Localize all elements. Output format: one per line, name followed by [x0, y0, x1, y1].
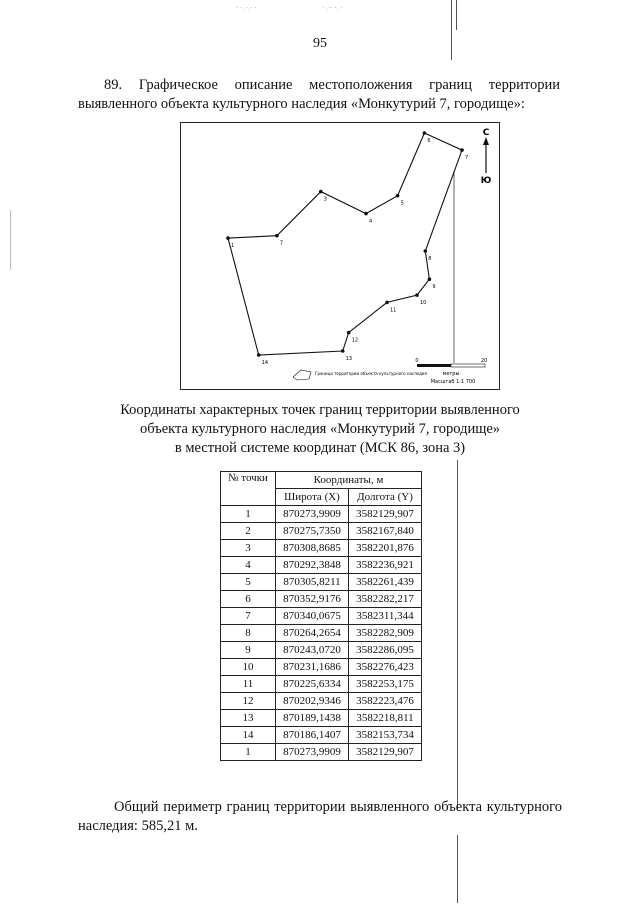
- point-number-cell: 3: [221, 540, 276, 557]
- boundary-point: [319, 190, 323, 194]
- point-number-cell: 4: [221, 557, 276, 574]
- longitude-cell: 3582167,840: [349, 523, 422, 540]
- longitude-cell: 3582223,476: [349, 693, 422, 710]
- point-number-cell: 10: [221, 659, 276, 676]
- boundary-point: [226, 236, 230, 240]
- boundary-point: [275, 234, 279, 238]
- boundary-point: [423, 131, 427, 135]
- section-heading: 89. Графическое описание местоположения границ территории выявленного объекта культурного наследия «Монкутурий 7, городище»:: [78, 77, 560, 112]
- boundary-point: [428, 277, 432, 281]
- longitude-cell: 3582201,876: [349, 540, 422, 557]
- table-row: [221, 557, 422, 574]
- table-row: [221, 659, 422, 676]
- table-row: [221, 710, 422, 727]
- table-row: [221, 540, 422, 557]
- boundary-point-label: 4: [369, 218, 373, 225]
- header-point-number: № точки: [221, 472, 276, 506]
- longitude-cell: 3582286,095: [349, 642, 422, 659]
- perimeter-text: Общий периметр границ территории выявленного объекта культурного наследия: 585,21 м.: [78, 799, 562, 834]
- point-number-cell: 12: [221, 693, 276, 710]
- latitude-cell: 870273,9909: [276, 744, 349, 761]
- table-row: [221, 676, 422, 693]
- scale-start-label: 0: [415, 358, 419, 364]
- boundary-point-label: 14: [261, 360, 269, 366]
- table-row: [221, 523, 422, 540]
- boundary-point-label: 9: [432, 284, 436, 291]
- table-row: [221, 591, 422, 608]
- scan-smudge: · .·· ·. ·: [322, 4, 343, 12]
- point-number-cell: 1: [221, 506, 276, 523]
- table-row: [221, 574, 422, 591]
- point-number-cell: 6: [221, 591, 276, 608]
- longitude-cell: 3582253,175: [349, 676, 422, 693]
- longitude-cell: 3582276,423: [349, 659, 422, 676]
- boundary-point-label: 12: [351, 337, 359, 344]
- longitude-cell: 3582261,439: [349, 574, 422, 591]
- boundary-polygon: [228, 133, 462, 355]
- point-number-cell: 1: [221, 744, 276, 761]
- longitude-cell: 3582311,344: [349, 608, 422, 625]
- latitude-cell: 870189,1438: [276, 710, 349, 727]
- boundary-point-label: 6: [427, 138, 431, 144]
- scale-end-label: 20: [480, 358, 488, 364]
- table-row: [221, 642, 422, 659]
- latitude-cell: 870186,1407: [276, 727, 349, 744]
- point-number-cell: 2: [221, 523, 276, 540]
- boundary-point: [341, 349, 345, 353]
- longitude-cell: 3582218,811: [349, 710, 422, 727]
- boundary-point-label: 3: [323, 196, 327, 203]
- latitude-cell: 870202,9346: [276, 693, 349, 710]
- longitude-cell: 3582236,921: [349, 557, 422, 574]
- header-latitude: Широта (X): [276, 489, 349, 506]
- header-longitude: Долгота (Y): [349, 489, 422, 506]
- boundary-point: [347, 331, 351, 335]
- scale-bar: [417, 364, 485, 367]
- coordinates-title: [0, 401, 640, 458]
- point-number-cell: 8: [221, 625, 276, 642]
- boundary-point: [257, 353, 261, 357]
- boundary-point-label: 7: [465, 155, 469, 162]
- longitude-cell: 3582282,909: [349, 625, 422, 642]
- latitude-cell: 870305,8211: [276, 574, 349, 591]
- latitude-cell: 870340,0675: [276, 608, 349, 625]
- boundary-point-label: 7: [279, 240, 284, 247]
- boundary-point: [364, 212, 368, 216]
- boundary-point: [424, 249, 428, 253]
- south-label: Ю: [480, 176, 492, 186]
- latitude-cell: 870292,3848: [276, 557, 349, 574]
- table-row: [221, 693, 422, 710]
- latitude-cell: 870231,1686: [276, 659, 349, 676]
- latitude-cell: 870273,9909: [276, 506, 349, 523]
- point-number-cell: 9: [221, 642, 276, 659]
- boundary-point-label: 5: [400, 200, 404, 207]
- longitude-cell: 3582129,907: [349, 506, 422, 523]
- boundary-point: [460, 148, 464, 152]
- boundary-points: [226, 131, 468, 366]
- legend-text: Граница территории объекта культурного наследия: [315, 371, 427, 376]
- table-row: [221, 625, 422, 642]
- boundary-point: [415, 293, 419, 297]
- point-number-cell: 13: [221, 710, 276, 727]
- point-number-cell: 11: [221, 676, 276, 693]
- scale-ratio-label: Масштаб 1:1 700: [430, 379, 476, 385]
- boundary-map: [180, 122, 500, 390]
- boundary-point-label: 1: [231, 243, 235, 250]
- longitude-cell: 3582129,907: [349, 744, 422, 761]
- scale-unit-label: метры: [442, 371, 460, 377]
- longitude-cell: 3582153,734: [349, 727, 422, 744]
- scan-line: [457, 460, 458, 810]
- north-label: С: [482, 128, 490, 138]
- boundary-point-label: 8: [428, 256, 432, 262]
- table-row: [221, 744, 422, 761]
- scan-line: [456, 0, 457, 30]
- scan-smudge: · ·. ·.· ·: [236, 4, 257, 12]
- latitude-cell: 870308,8685: [276, 540, 349, 557]
- table-row: [221, 608, 422, 625]
- coordinates-title-line: объекта культурного наследия «Монкутурий 7, городище»: [139, 421, 501, 437]
- latitude-cell: 870243,0720: [276, 642, 349, 659]
- coordinates-table-body: [221, 506, 422, 761]
- latitude-cell: 870275,7350: [276, 523, 349, 540]
- latitude-cell: 870225,6334: [276, 676, 349, 693]
- legend-polygon-icon: [293, 370, 311, 380]
- page-number: 95: [313, 36, 327, 51]
- boundary-point-label: 13: [345, 356, 353, 362]
- north-arrow-icon: [483, 137, 489, 173]
- boundary-line: [228, 133, 462, 355]
- header-coordinates: Координаты, м: [276, 472, 422, 489]
- boundary-point-label: 10: [420, 300, 427, 307]
- coordinates-title-line: в местной системе координат (МСК 86, зона 3): [174, 440, 466, 456]
- boundary-point: [396, 194, 400, 198]
- table-row: [221, 506, 422, 523]
- point-number-cell: 5: [221, 574, 276, 591]
- scan-line: [457, 835, 458, 903]
- point-number-cell: 7: [221, 608, 276, 625]
- scan-line: [10, 210, 11, 270]
- latitude-cell: 870352,9176: [276, 591, 349, 608]
- table-row: [221, 727, 422, 744]
- point-number-cell: 14: [221, 727, 276, 744]
- longitude-cell: 3582282,217: [349, 591, 422, 608]
- coordinates-table: [220, 471, 422, 761]
- latitude-cell: 870264,2654: [276, 625, 349, 642]
- boundary-point: [385, 301, 389, 305]
- boundary-point-label: 11: [390, 307, 397, 314]
- coordinates-title-line: Координаты характерных точек границ территории выявленного: [120, 402, 520, 418]
- boundary-map-svg: [181, 123, 499, 389]
